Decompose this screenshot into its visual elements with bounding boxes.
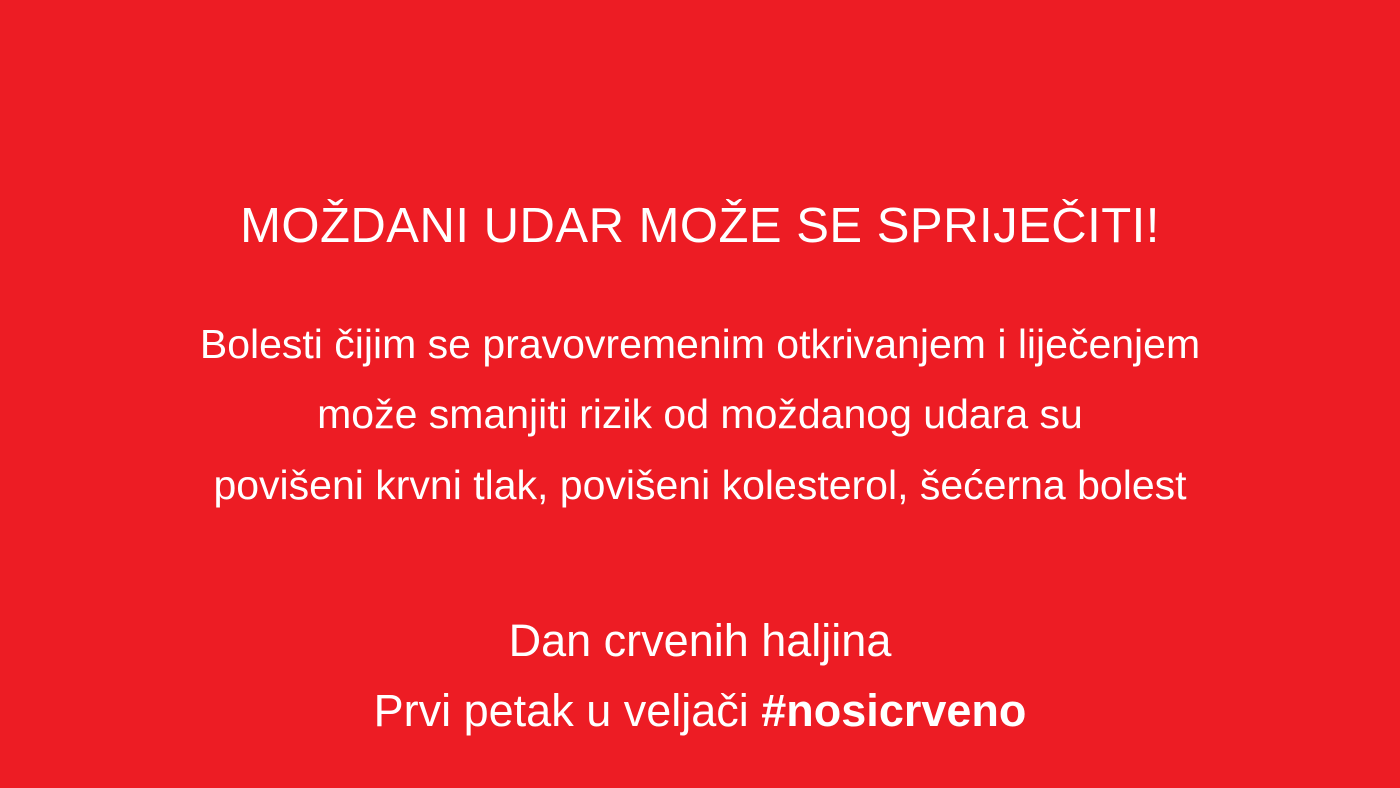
campaign-name: Dan crvenih haljina [508, 615, 892, 667]
body-line-2: može smanjiti rizik od moždanog udara su [317, 391, 1083, 438]
campaign-date-prefix: Prvi petak u veljači [373, 685, 762, 737]
body-line-1: Bolesti čijim se pravovremenim otkrivanjem i liječenjem [199, 320, 1201, 367]
page-title: MOŽDANI UDAR MOŽE SE SPRIJEČITI! [240, 199, 1160, 253]
campaign-date-line [374, 676, 1027, 746]
body-line-3: povišeni krvni tlak, povišeni kolesterol, šećerna bolest [213, 461, 1187, 508]
body-text [200, 309, 1200, 521]
campaign-footer [374, 606, 1027, 746]
campaign-hashtag: #nosicrveno [761, 685, 1027, 737]
